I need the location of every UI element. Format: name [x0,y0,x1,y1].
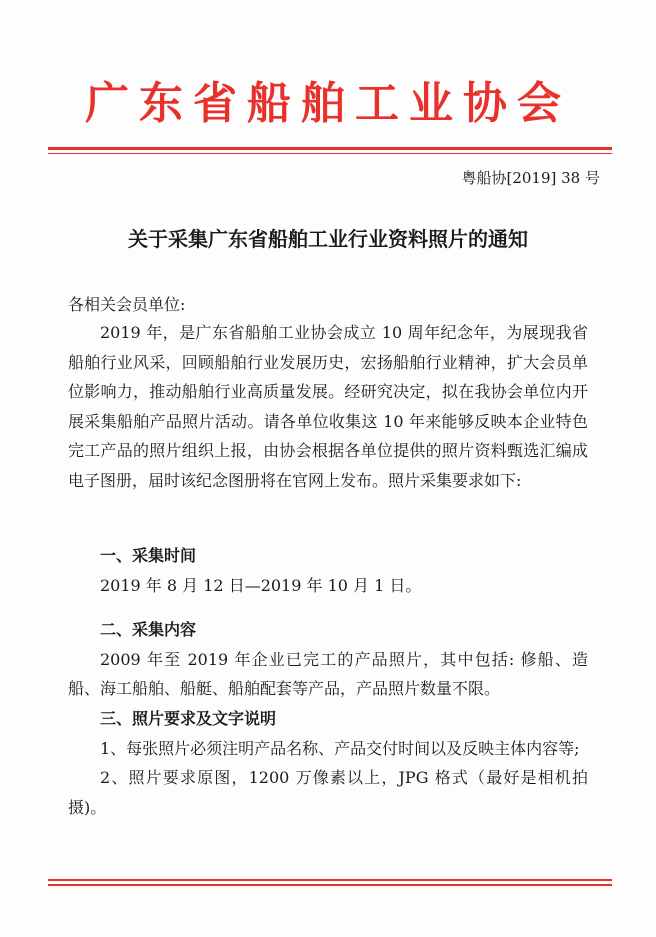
letterhead-rule-thin [48,153,612,154]
notice-title: 关于采集广东省船舶工业行业资料照片的通知 [128,227,528,251]
section-photo-requirements [68,704,588,822]
section-heading: 三、照片要求及文字说明 [100,709,277,728]
intro-paragraph: 2019 年，是广东省船舶工业协会成立 10 周年纪念年，为展现我省船舶行业风采，回顾船舶行业发展历史，宏扬船舶行业精神，扩大会员单位影响力，推动船舶行业高质量发展。经研究决定，拟在我协会单位内开展采集船舶产品照片活动。请各单位收集这 10 年来能够反映本企业特色完工产品的照片组织上报，由协会根据各单位提供的照片资料甄选汇编成电子图册，届时该纪念图册将在官网上发布。照片采集要求如下: [68,323,588,490]
section-heading: 一、采集时间 [100,546,197,565]
section-paragraph: 2、照片要求原图，1200 万像素以上，JPG 格式（最好是相机拍摄)。 [68,768,588,817]
footer-rule-bottom [48,884,612,886]
section-paragraph: 2009 年至 2019 年企业已完工的产品照片，其中包括: 修船、造船、海工船舶、船艇、船舶配套等产品，产品照片数量不限。 [68,649,588,698]
section-paragraph: 1、每张照片必须注明产品名称、产品交付时间以及反映主体内容等; [100,738,580,758]
section-collection-time [68,541,588,600]
letterhead-rule-thick [48,147,612,150]
section-paragraph: 2019 年 8 月 12 日—2019 年 10 月 1 日。 [100,575,422,595]
letterhead-org-name: 广东省船舶工业协会 [85,78,571,129]
document-number: 粤船协[2019] 38 号 [461,169,600,187]
section-heading: 二、采集内容 [100,620,197,639]
salutation: 各相关会员单位: [68,295,186,314]
footer-rule-top [48,879,612,881]
section-collection-content [68,615,588,704]
